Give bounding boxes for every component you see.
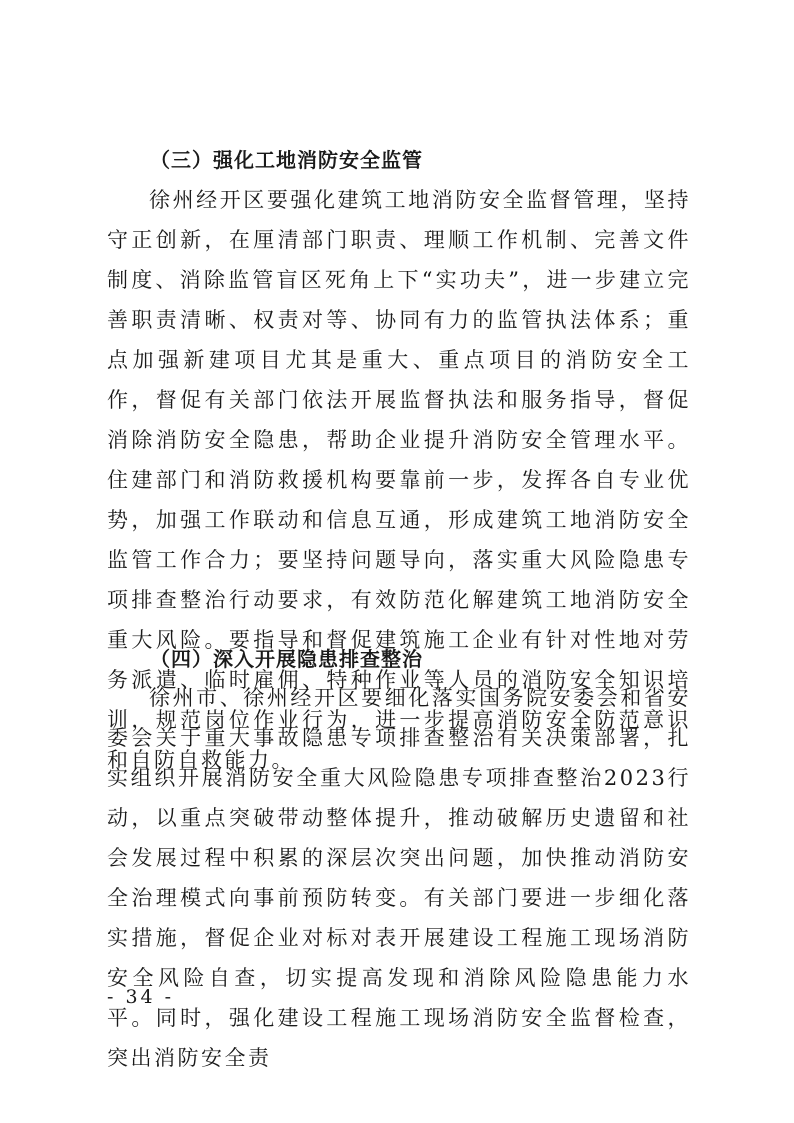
section-four-body: 徐州市、徐州经开区要细化落实国务院安委会和省安委会关于重大事故隐患专项排查整治有关决策部署，扎实组织开展消防安全重大风险隐患专项排查整治2023行动，以重点突破带动整体提升，推动破解历史遗留和社会发展过程中积累的深层次突出问题，加快推动消防安全治理模式向事前预防转变。有关部门要进一步细化落实措施，督促企业对标对表开展建设工程施工现场消防安全风险自查，切实提高发现和消除风险隐患能力水平。同时，强化建设工程施工现场消防安全监督检查，突出消防安全责 xyxy=(107,686,691,1070)
section-three-body: 徐州经开区要强化建筑工地消防安全监督管理，坚持守正创新，在厘清部门职责、理顺工作机制、完善文件制度、消除监管盲区死角上下“实功夫”，进一步建立完善职责清晰、权责对等、协同有力的监管执法体系；重点加强新建项目尤其是重大、重点项目的消防安全工作，督促有关部门依法开展监督执法和服务指导，督促消除消防安全隐患，帮助企业提升消防安全管理水平。住建部门和消防救援机构要靠前一步，发挥各自专业优势，加强工作联动和信息互通，形成建筑工地消防安全监管工作合力；要坚持问题导向，落实重大风险隐患专项排查整治行动要求，有效防范化解建筑工地消防安全重大风险。要指导和督促建筑施工企业有针对性地对劳务派遣、临时雇佣、特种作业等人员的消防安全知识培训，规范岗位作业行为，进一步提高消防安全防范意识和自防自救能力。 xyxy=(107,188,691,772)
section-three-heading: （三）强化工地消防安全监管 xyxy=(150,148,423,172)
section-four-heading: （四）深入开展隐患排查整治 xyxy=(150,647,423,671)
page-number: - 34 - xyxy=(107,986,175,1008)
